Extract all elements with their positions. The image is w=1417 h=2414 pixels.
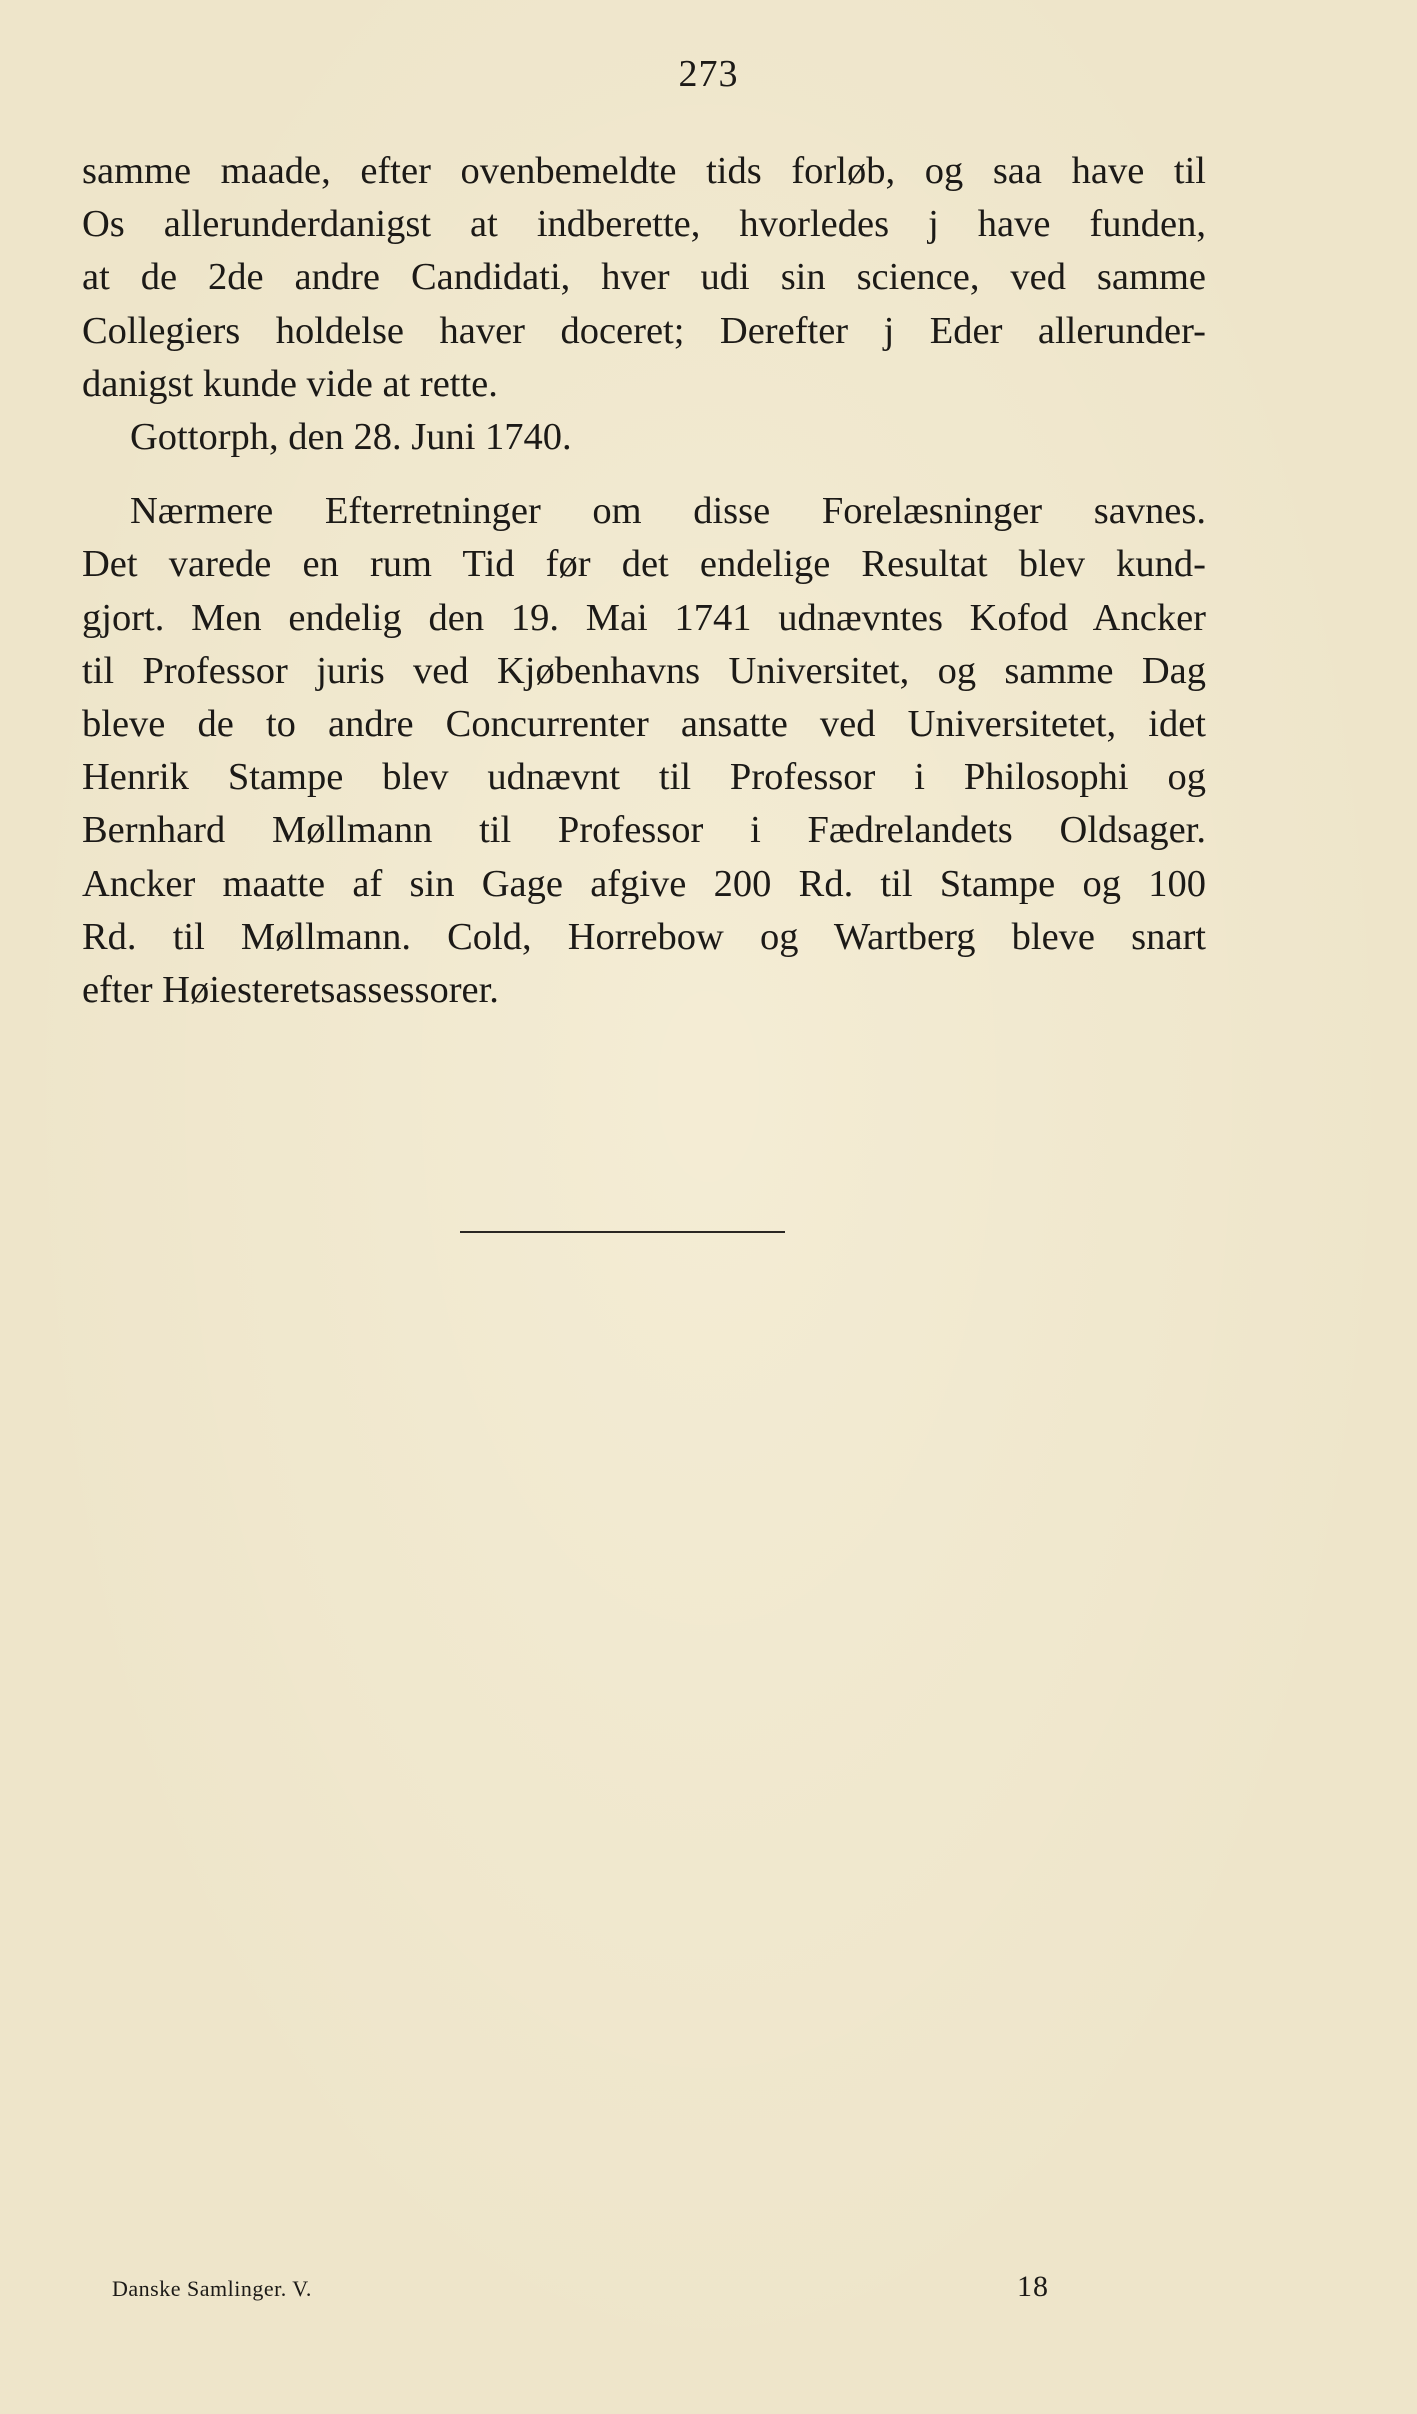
- text-line: Det varede en rum Tid før det endelige Resultat blev kund-: [82, 543, 1206, 586]
- text-line: Collegiers holdelse haver doceret; Derefter j Eder allerunder-: [82, 309, 1206, 352]
- text-line: danigst kunde vide at rette.: [82, 362, 498, 405]
- section-divider: [460, 1231, 785, 1233]
- text-line: Nærmere Efterretninger om disse Forelæsninger savnes.: [130, 490, 1206, 533]
- text-line: til Professor juris ved Kjøbenhavns Universitet, og samme Dag: [82, 649, 1206, 692]
- text-line: Ancker maatte af sin Gage afgive 200 Rd. til Stampe og 100: [82, 862, 1206, 905]
- text-line: samme maade, efter ovenbemeldte tids forløb, og saa have til: [82, 150, 1206, 192]
- page-number: 273: [678, 53, 739, 95]
- footer-source: Danske Samlinger. V.: [112, 2276, 312, 2301]
- text-line: at de 2de andre Candidati, hver udi sin science, ved samme: [82, 256, 1206, 299]
- text-line: bleve de to andre Concurrenter ansatte ved Universitetet, idet: [82, 703, 1206, 746]
- text-line: Rd. til Møllmann. Cold, Horrebow og Wartberg bleve snart: [82, 915, 1206, 958]
- body-text: [82, 145, 1206, 1017]
- text-line: Os allerunderdanigst at indberette, hvorledes j have funden,: [82, 203, 1206, 246]
- footer-signature: 18: [1017, 2270, 1049, 2303]
- text-line: Bernhard Møllmann til Professor i Fædrelandets Oldsager.: [82, 809, 1206, 852]
- text-line: Henrik Stampe blev udnævnt til Professor i Philosophi og: [82, 756, 1206, 799]
- paragraph-gap: [82, 464, 1206, 485]
- text-line: efter Høiesteretsassessorer.: [82, 969, 499, 1012]
- text-line: gjort. Men endelig den 19. Mai 1741 udnævntes Kofod Ancker: [82, 596, 1206, 639]
- dateline: Gottorph, den 28. Juni 1740.: [130, 416, 572, 459]
